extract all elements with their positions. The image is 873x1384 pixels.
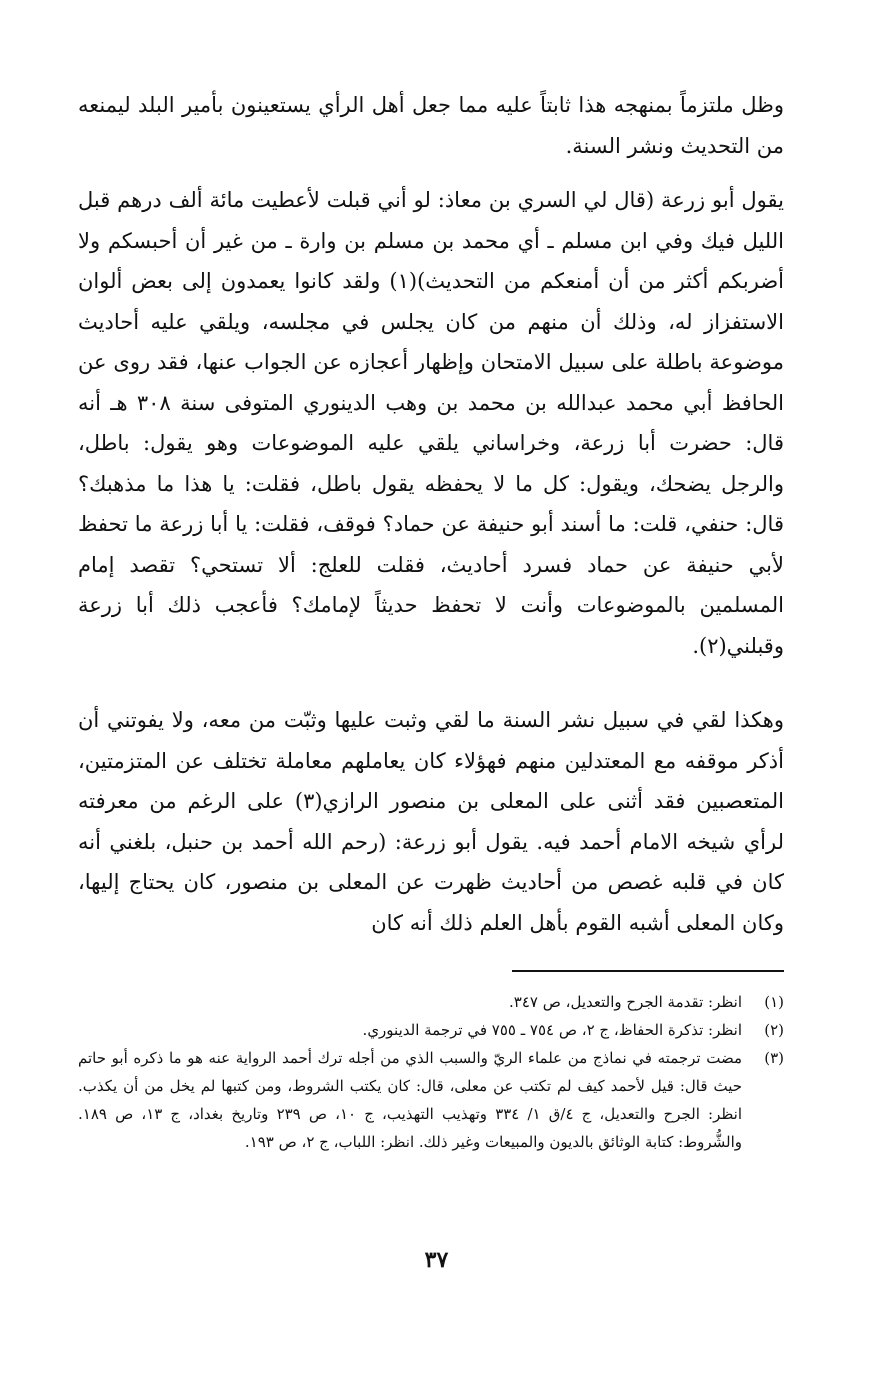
paragraph-2: يقول أبو زرعة (قال لي السري بن معاذ: لو أني قبلت لأعطيت مائة ألف درهم قبل الليل فيك وفي ابن مسلم ـ أي محمد بن مسلم بن وارة ـ من غير أن أحبسكم ولا أضربكم أكثر من أن أمنعكم من التحديث)(١) ولقد كانوا يعمدون إلى بعض ألوان الاستفزاز له، وذلك أن منهم من كان يجلس في مجلسه، ويلقي عليه أحاديث موضوعة باطلة على سبيل الامتحان وإظهار أعجازه عن الجواب عنها، فقد روى عن الحافظ أبي محمد عبدالله بن محمد بن وهب الدينوري المتوفى سنة ٣٠٨ هـ أنه قال: حضرت أبا زرعة، وخراساني يلقي عليه الموضوعات وهو يقول: باطل، والرجل يضحك، ويقول: كل ما لا يحفظه يقول باطل، فقلت: يا هذا ما مذهبك؟ قال: حنفي، قلت: ما أسند أبو حنيفة عن حماد؟ فوقف، فقلت: يا أبا زرعة ما تحفظ لأبي حنيفة عن حماد فسرد أحاديث، فقلت للعلج: ألا تستحي؟ تقصد إمام المسلمين بالموضوعات وأنت لا تحفظ حديثاً لإمامك؟ فأعجب ذلك أبا زرعة وقبلني(٢).: [78, 188, 784, 658]
footnote-number: (٢): [764, 1021, 784, 1039]
footnote-2: [78, 1016, 784, 1044]
footnote-text: مضت ترجمته في نماذج من علماء الريّ والسبب الذي من أجله ترك أحمد الرواية عنه هو ما ذكره أبو حاتم حيث قال: قيل لأحمد كيف لم تكتب عن معلى، قال: كان يكتب الشروط، ومن كتبها لم يخل من أن يكذب. انظر: الجرح والتعديل، ج ٤/ق ١/ ٣٣٤ وتهذيب التهذيب، ج ١٠، ص ٢٣٩ وتاريخ بغداد، ج ١٣، ص ١٨٩. والشُّروط: كتابة الوثائق بالديون والمبيعات وغير ذلك. انظر: اللباب، ج ٢، ص ١٩٣.: [78, 1049, 743, 1151]
footnote-3: [78, 1044, 784, 1156]
page-number: ٣٧: [424, 1247, 449, 1273]
footnotes: [78, 988, 784, 1156]
footnote-text: انظر: تذكرة الحفاظ، ج ٢، ص ٧٥٤ ـ ٧٥٥ في ترجمة الدينوري.: [362, 1021, 742, 1039]
footnote-text: انظر: تقدمة الجرح والتعديل، ص ٣٤٧.: [509, 993, 742, 1011]
footnote-number: (٣): [764, 1049, 784, 1067]
paragraph-3: وهكذا لقي في سبيل نشر السنة ما لقي وثبت عليها وثبّت من معه، ولا يفوتني أن أذكر موقفه مع المعتدلين منهم فهؤلاء كان يعاملهم معاملة تختلف عن المتزمتين، المتعصبين فقد أثنى على المعلى بن منصور الرازي(٣) على الرغم من معرفته لرأي شيخه الامام أحمد فيه. يقول أبو زرعة: (رحم الله أحمد بن حنبل، بلغني أنه كان في قلبه غصص من أحاديث ظهرت عن المعلى بن منصور، كان يحتاج إليها، وكان المعلى أشبه القوم بأهل العلم ذلك أنه كان: [78, 708, 784, 935]
paragraph-1: وظل ملتزماً بمنهجه هذا ثابتاً عليه مما جعل أهل الرأي يستعينون بأمير البلد ليمنعه من التحديث ونشر السنة.: [78, 93, 784, 158]
footnote-separator: [512, 970, 784, 972]
footnote-1: [78, 988, 784, 1016]
footnote-number: (١): [764, 993, 784, 1011]
